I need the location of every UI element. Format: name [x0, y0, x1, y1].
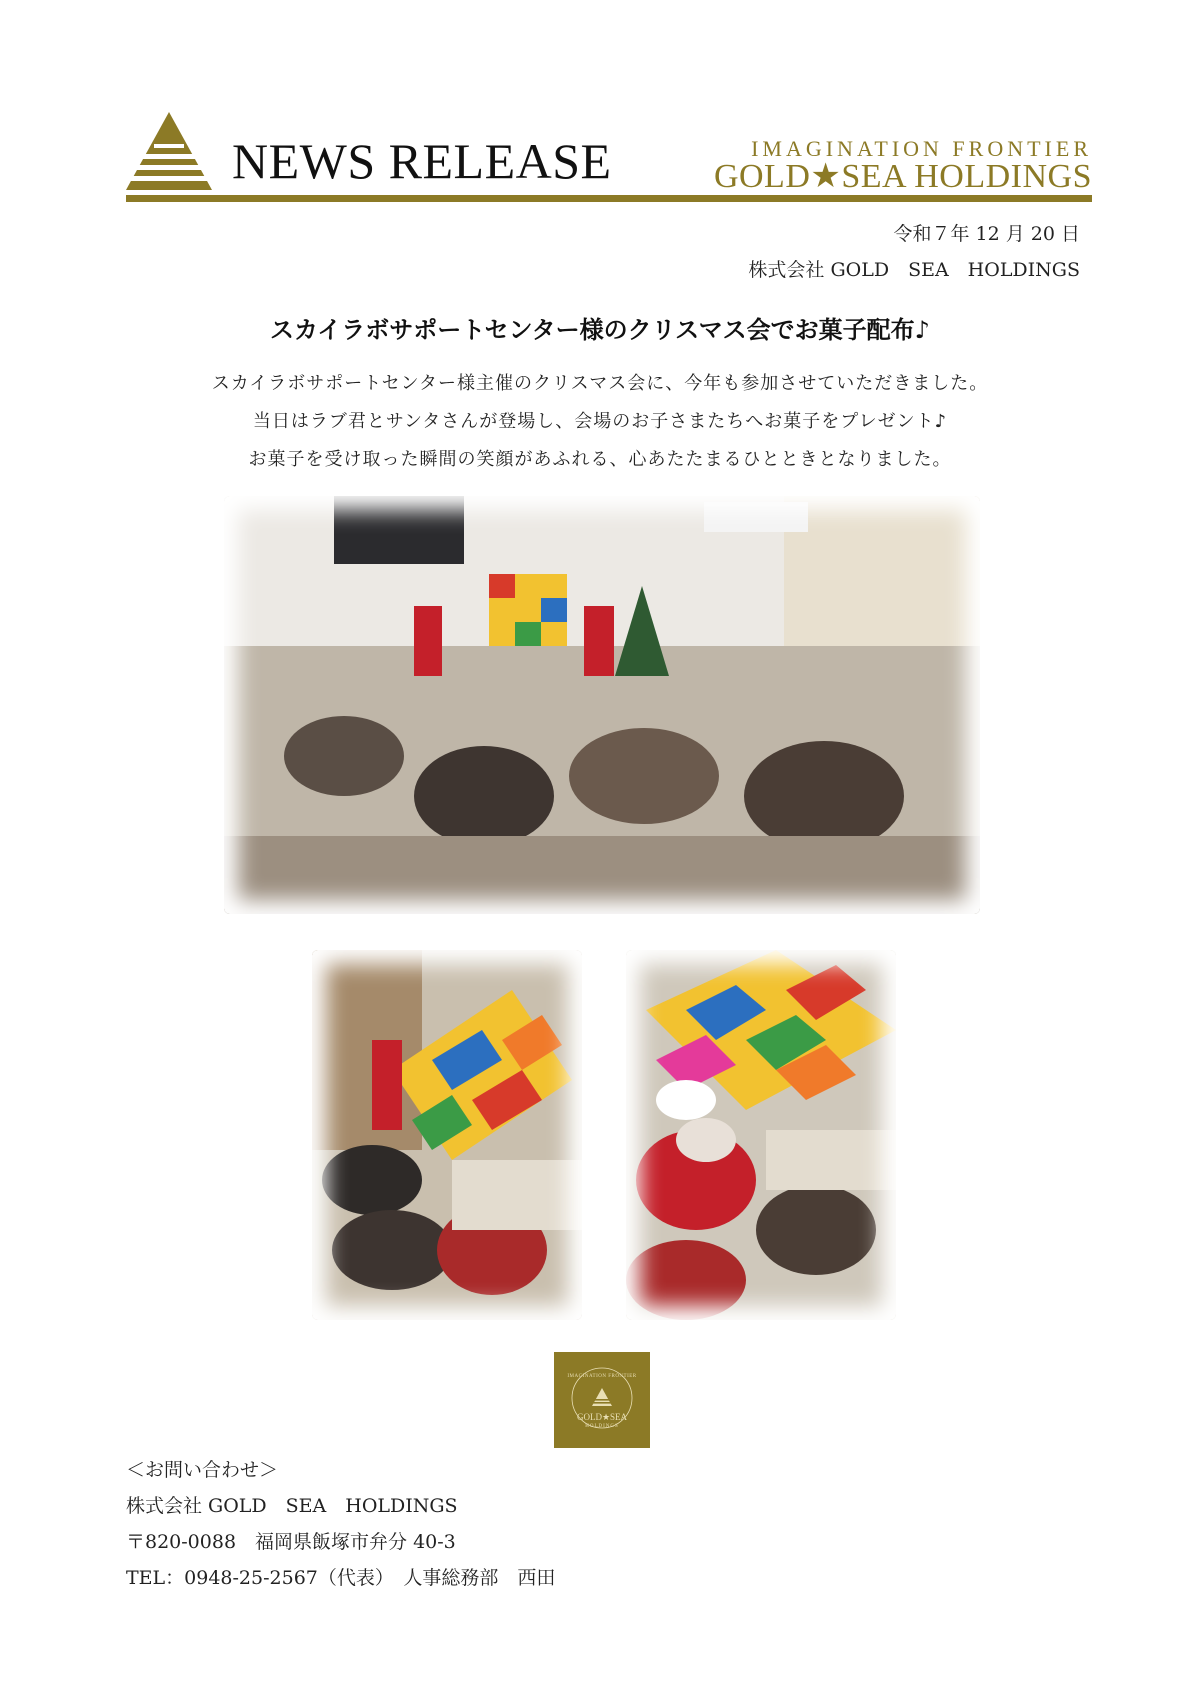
contact-tel: TEL：0948-25-2567（代表） 人事総務部 西田: [126, 1567, 556, 1589]
body-line: スカイラボサポートセンター様主催のクリスマス会に、今年も参加させていただきました。: [211, 373, 989, 394]
news-release-header: [126, 108, 1092, 204]
contact-company: 株式会社 GOLD SEA HOLDINGS: [126, 1495, 458, 1517]
body-line: お菓子を受け取った瞬間の笑顔があふれる、心あたたまるひとときとなりました。: [248, 449, 952, 470]
news-release-title: NEWS RELEASE: [232, 133, 612, 189]
footer-logo-tagline: IMAGINATION FRONTIER: [567, 1374, 637, 1379]
party-photo-right: [626, 950, 896, 1320]
brand-name: GOLD★SEA HOLDINGS: [713, 158, 1092, 195]
party-photo-left: [312, 950, 582, 1320]
body-line: 当日はラブ君とサンタさんが登場し、会場のお子さまたちへお菓子をプレゼント♪: [252, 411, 948, 432]
headline: スカイラボサポートセンター様のクリスマス会でお菓子配布♪: [270, 316, 930, 344]
body-paragraph: [0, 365, 1200, 479]
contact-heading: ＜お問い合わせ＞: [126, 1459, 279, 1481]
party-photo-main: [224, 496, 980, 914]
footer-logo-name: GOLD★SEA: [576, 1412, 628, 1422]
footer-logo-sub: HOLDINGS: [585, 1424, 619, 1429]
release-company: 株式会社 GOLD SEA HOLDINGS: [748, 259, 1080, 281]
contact-block: [126, 1452, 555, 1596]
header-divider: [126, 195, 1092, 202]
release-date: 令和７年 12 月 20 日: [893, 223, 1080, 245]
gold-sea-footer-logo: [554, 1352, 650, 1448]
gold-sea-triangle-logo-icon: [126, 112, 212, 190]
gold-sea-emblem-icon: [554, 1352, 650, 1448]
contact-address: 〒820-0088 福岡県飯塚市弁分 40-3: [126, 1531, 456, 1553]
brand-tagline: IMAGINATION FRONTIER: [751, 136, 1092, 161]
release-meta: [748, 216, 1080, 288]
